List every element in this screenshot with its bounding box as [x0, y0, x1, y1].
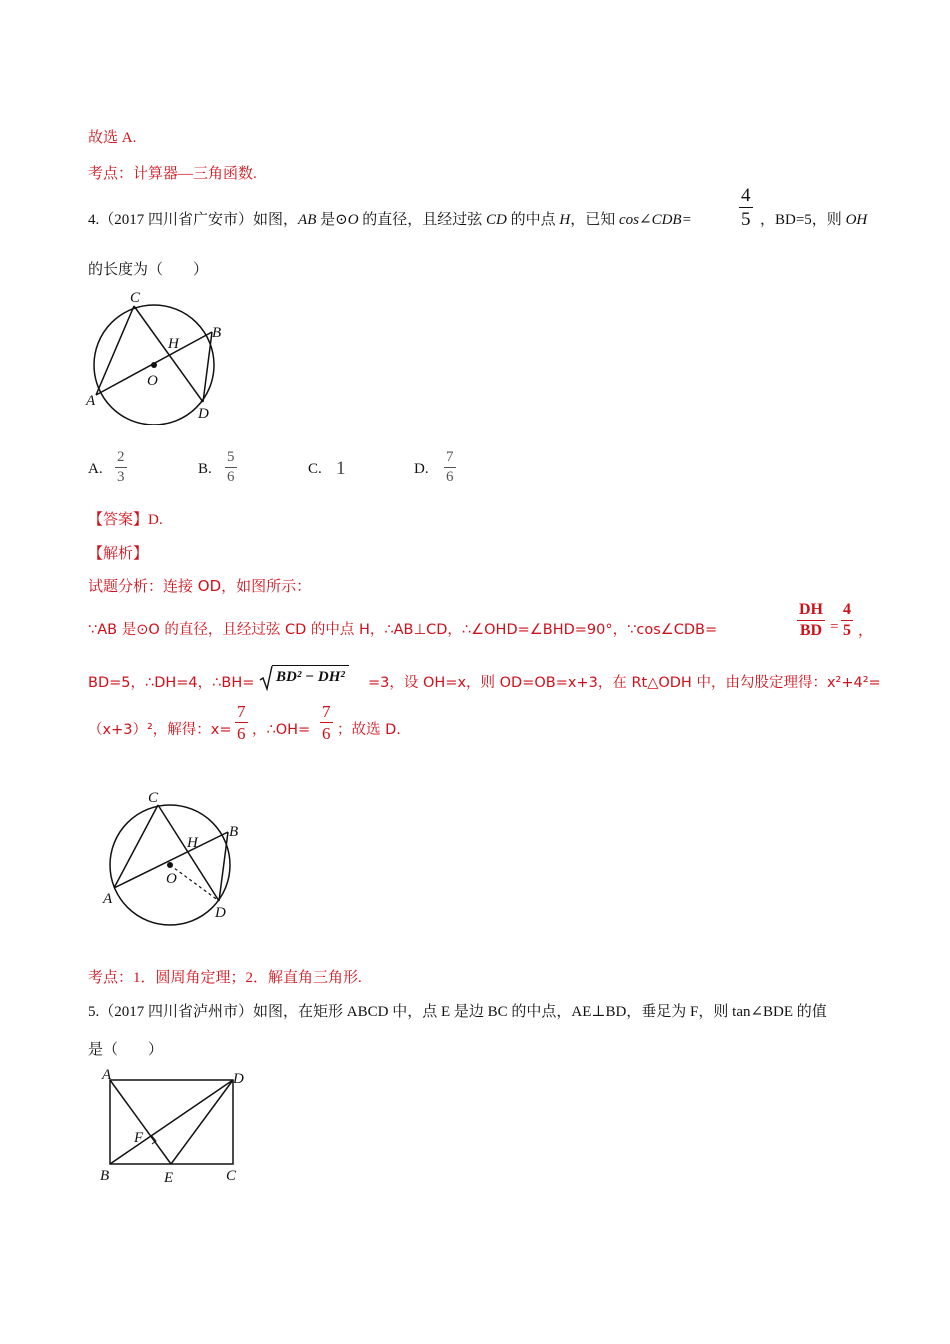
q4-text-a: 如图，: [253, 212, 299, 228]
q5-label-e: E: [164, 1170, 174, 1186]
analysis-line4-b: ，∴OH=: [252, 722, 311, 738]
option-a-den: 3: [117, 469, 125, 485]
q4-cos-den: 5: [741, 209, 751, 230]
analysis-chord-ac: [114, 805, 158, 888]
q4-line1-end: [760, 208, 867, 229]
q5-label-c: C: [226, 1168, 237, 1184]
q5-text: 如图，在矩形 ABCD 中，点 E 是边 BC 的中点，AE⊥BD，垂足为 F，则 tan∠BDE 的值: [253, 1004, 827, 1020]
kaodian-text: 考点：计算器—三角函数.: [88, 166, 257, 182]
option-a-num: 2: [115, 450, 127, 468]
analysis-line4-a: （x+3）²，解得：x=: [88, 722, 232, 738]
option-d-letter[interactable]: D.: [414, 461, 429, 477]
option-d-fraction[interactable]: [444, 450, 456, 485]
segment-ae: [110, 1080, 171, 1164]
oh-fraction: [320, 703, 333, 742]
frac-4: 4: [841, 602, 853, 621]
answer-label: 【答案】D.: [88, 512, 163, 528]
q5-label-f: F: [134, 1130, 144, 1146]
q4-ab: AB: [298, 212, 317, 228]
q5-rectangle-figure: [96, 1066, 256, 1191]
q4-text-e: ，已知: [570, 212, 620, 228]
analysis-label-c: C: [148, 790, 159, 806]
frac-dh: DH: [797, 602, 825, 621]
label-c: C: [130, 290, 141, 306]
analysis-frac-4-5: [841, 602, 853, 639]
analysis-label: 【解析】: [88, 546, 149, 562]
question-source: （2017 四川省广安市）: [99, 212, 254, 228]
analysis-label-d: D: [215, 905, 226, 921]
option-b-den: 6: [227, 469, 235, 485]
analysis-kaodian: 考点：1．圆周角定理；2．解直角三角形.: [88, 970, 362, 986]
q5-label-d: D: [233, 1071, 244, 1087]
q5-line2: 是（ ）: [88, 1042, 164, 1058]
q5-number: 5.: [88, 1004, 100, 1020]
q4-h: H: [559, 212, 571, 228]
question-number: 4.: [88, 212, 100, 228]
analysis-line2: [88, 618, 717, 639]
q4-line2: 的长度为（ ）: [88, 262, 209, 278]
label-b: B: [212, 325, 222, 341]
choice-text: 故选 A.: [88, 130, 137, 146]
analysis-line2-end: ，: [858, 623, 874, 639]
analysis-equals: =: [830, 619, 839, 635]
q4-oh: OH: [845, 212, 868, 228]
x-den: 6: [237, 724, 246, 743]
option-a-letter[interactable]: A.: [88, 461, 103, 477]
oh-den: 6: [322, 724, 331, 743]
q5-label-a: A: [102, 1067, 112, 1083]
analysis-center-point: [167, 862, 173, 868]
question-5-line1: [88, 1000, 827, 1021]
q4-o: O: [347, 212, 359, 228]
option-a-fraction[interactable]: [115, 450, 127, 485]
q4-cos: cos∠CDB=: [619, 212, 692, 228]
q4-text-c: 的直径，且经过弦: [358, 212, 487, 228]
sqrt-content: BD² − DH²: [272, 665, 349, 686]
analysis-label-o: O: [166, 871, 177, 887]
frac-bd: BD: [799, 622, 823, 639]
option-b-letter[interactable]: B.: [198, 461, 212, 477]
diagonal-bd: [110, 1080, 233, 1164]
x-num: 7: [237, 702, 246, 721]
q5-source: （2017 四川省泸州市）: [99, 1004, 254, 1020]
q4-bd: ，BD=5，则: [760, 212, 846, 228]
q4-circle-figure: [84, 285, 244, 425]
q4-cos-fraction: [739, 186, 753, 229]
analysis-line1: 试题分析：连接 OD，如图所示：: [88, 577, 312, 595]
option-c-letter[interactable]: C.: [308, 461, 322, 477]
analysis-circle-figure: [100, 785, 250, 930]
q4-text-b: 是⊙: [316, 212, 348, 228]
option-d-den: 6: [446, 469, 454, 485]
x-fraction: [235, 703, 248, 742]
question-4-line1: [88, 208, 692, 229]
frac-5: 5: [843, 622, 851, 639]
label-d: D: [198, 406, 209, 422]
dashed-od: [170, 865, 219, 901]
option-b-num: 5: [225, 450, 237, 468]
chord-cd: [134, 306, 203, 402]
label-h: H: [168, 336, 179, 352]
sqrt-sign: [259, 665, 273, 691]
label-a: A: [86, 393, 96, 409]
oh-num: 7: [322, 702, 331, 721]
q5-label-b: B: [100, 1168, 110, 1184]
analysis-line4-c: ；故选 D.: [337, 722, 401, 738]
analysis-frac-dh-bd: [797, 602, 825, 639]
center-point: [151, 362, 157, 368]
analysis-line2-text: ∵AB 是⊙O 的直径，且经过弦 CD 的中点 H，∴AB⊥CD，∴∠OHD=∠BHD=90°，∵cos∠CDB=: [88, 622, 718, 638]
option-b-fraction[interactable]: [225, 450, 237, 485]
option-c-value[interactable]: 1: [336, 458, 346, 479]
q4-cos-num: 4: [741, 185, 751, 206]
q4-text-d: 的中点: [506, 212, 560, 228]
option-d-num: 7: [444, 450, 456, 468]
segment-de: [171, 1080, 233, 1164]
q4-cd: CD: [486, 212, 507, 228]
analysis-line3-a: BD=5，∴DH=4，∴BH=: [88, 675, 255, 691]
label-o: O: [147, 373, 158, 389]
analysis-label-b: B: [229, 824, 239, 840]
analysis-label-a: A: [103, 891, 113, 907]
analysis-label-h: H: [187, 835, 198, 851]
analysis-line3-b: =3，设 OH=x，则 OD=OB=x+3，在 Rt△ODH 中，由勾股定理得：x²+4²=: [368, 675, 881, 691]
